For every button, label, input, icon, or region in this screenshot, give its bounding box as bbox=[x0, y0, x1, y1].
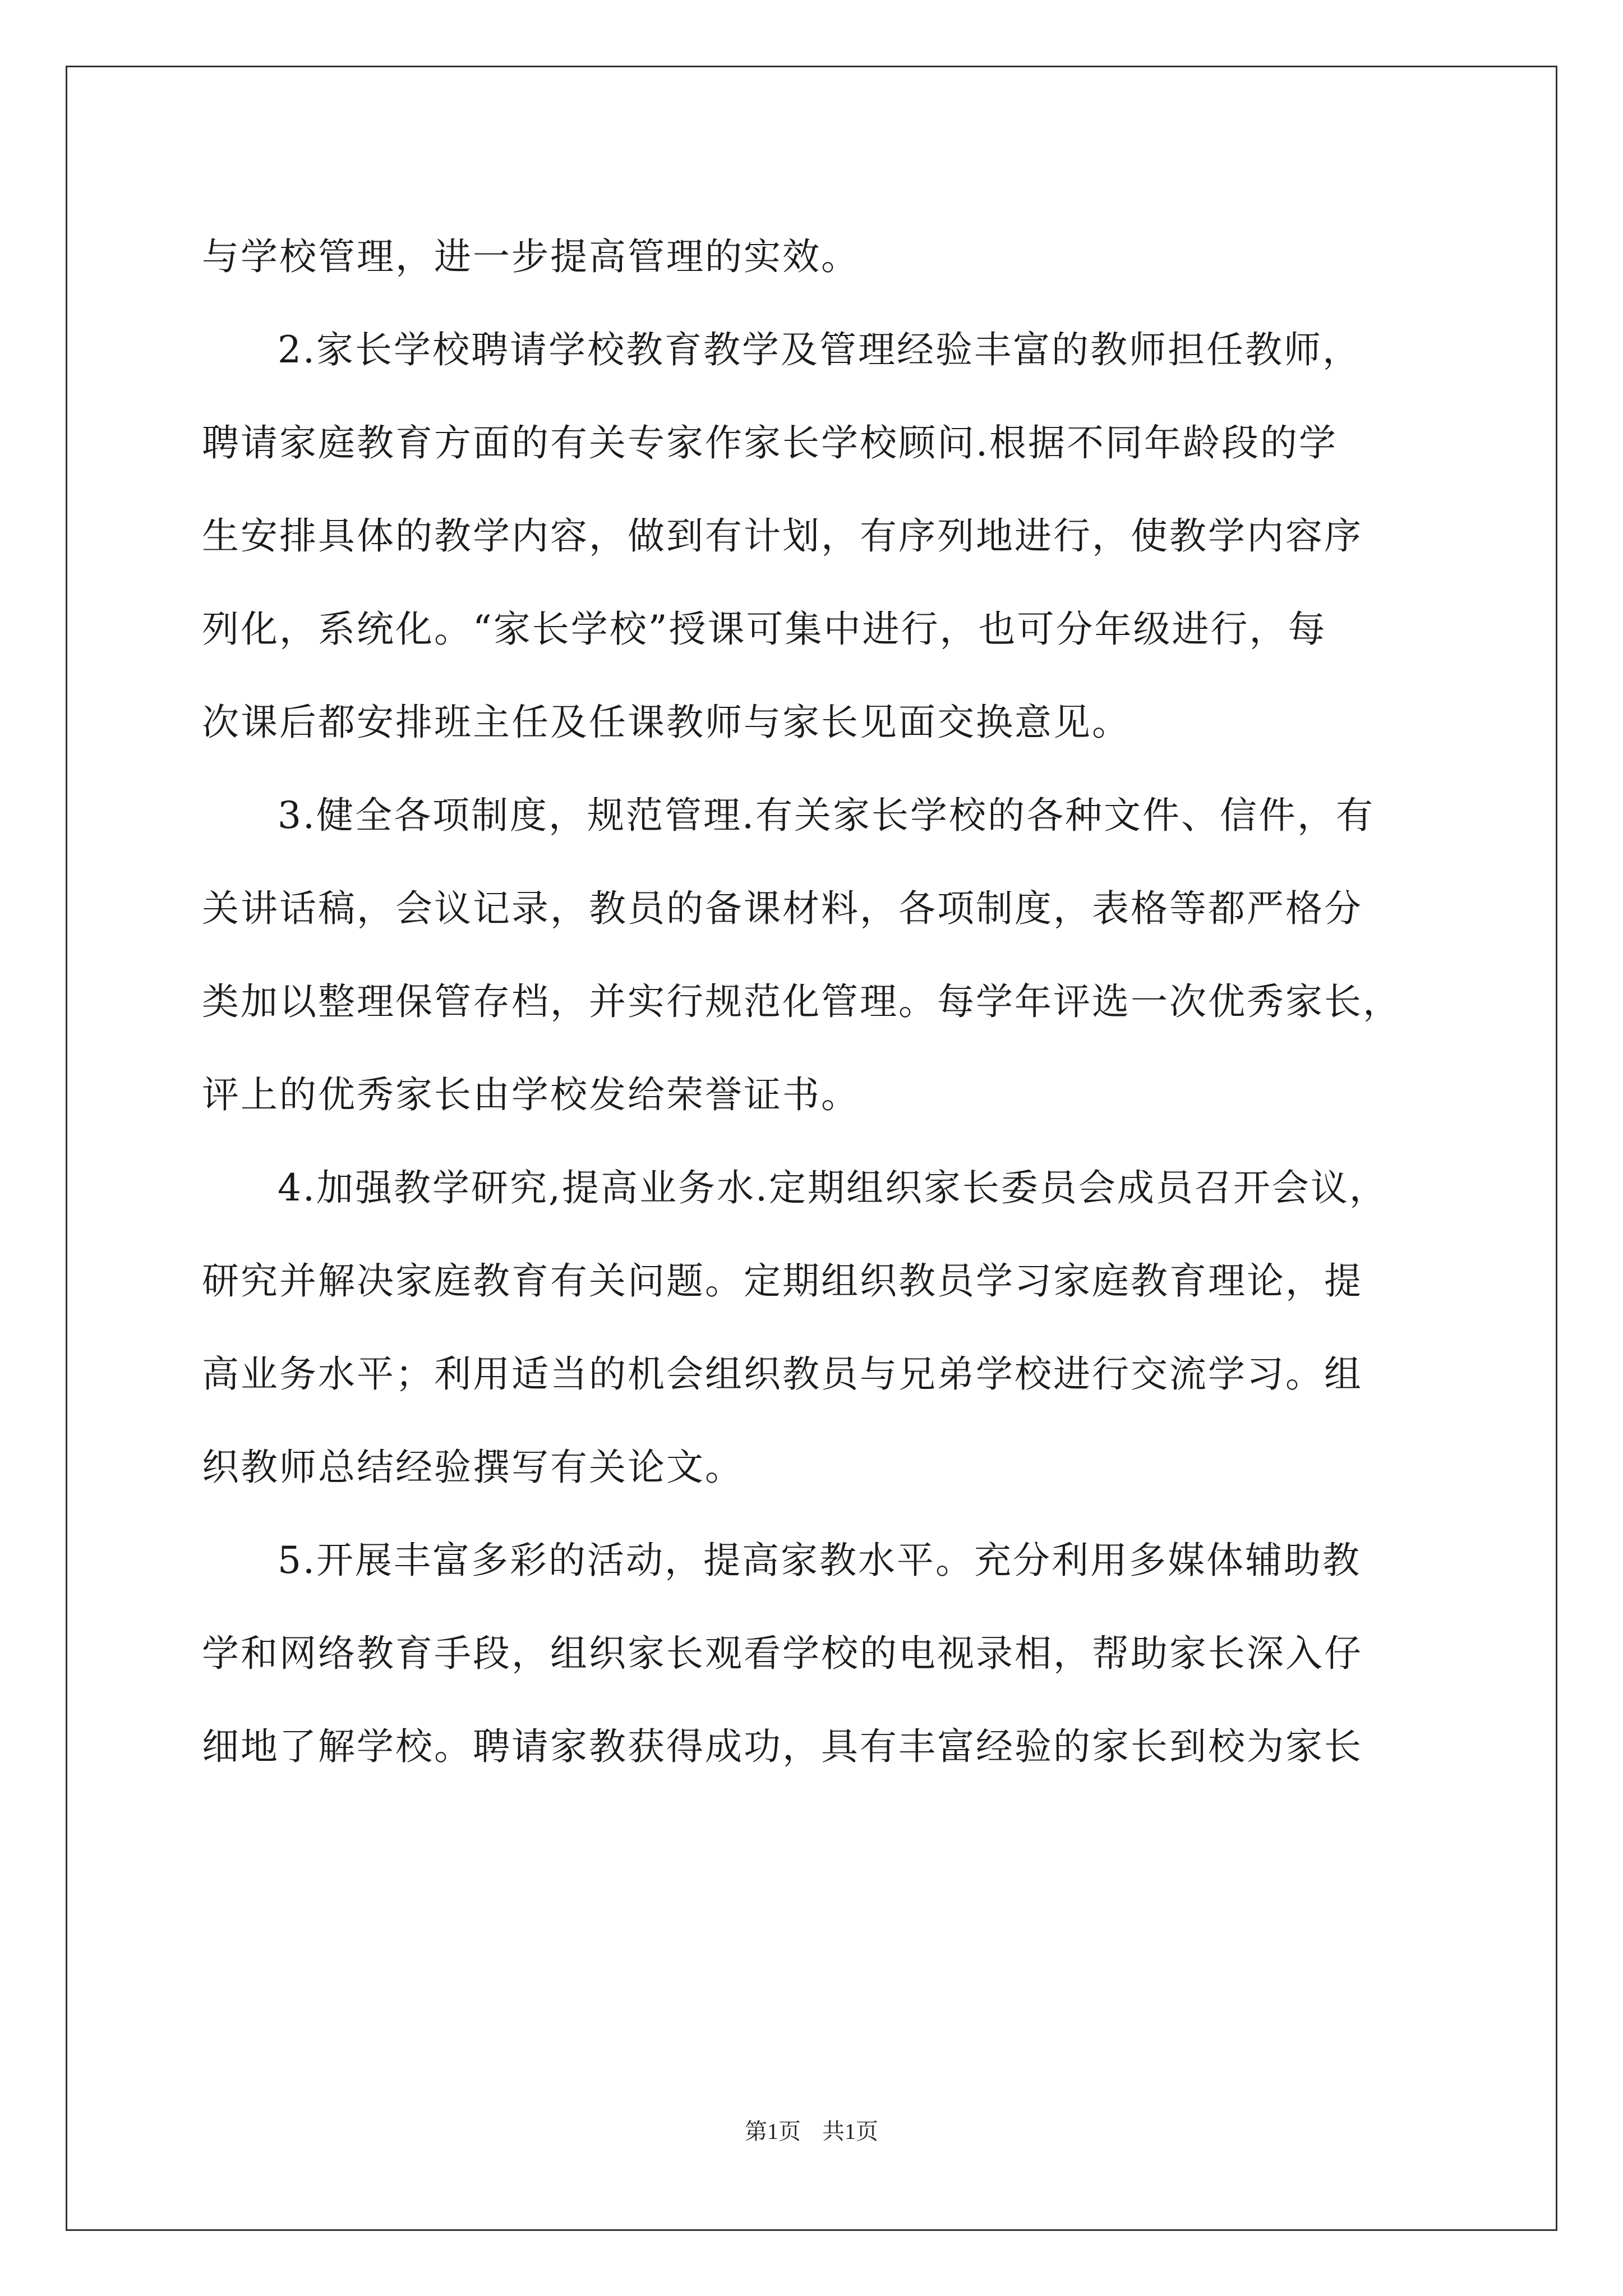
paragraph-4-start: 4.加强教学研究,提高业务水.定期组织家长委员会成员召开会议， bbox=[278, 1166, 1388, 1209]
text-line: 聘请家庭教育方面的有关专家作家长学校顾问.根据不同年龄段的学 bbox=[202, 421, 1338, 464]
text-line: 生安排具体的教学内容，做到有计划，有序列地进行，使教学内容序 bbox=[202, 514, 1363, 558]
text-line: 细地了解学校。聘请家教获得成功，具有丰富经验的家长到校为家长 bbox=[202, 1725, 1363, 1768]
page-number: 第1页 bbox=[745, 2119, 801, 2144]
text-line: 次课后都安排班主任及任课教师与家长见面交换意见。 bbox=[202, 701, 1131, 744]
text-line: 与学校管理，进一步提高管理的实效。 bbox=[202, 235, 860, 278]
paragraph-3-start: 3.健全各项制度，规范管理.有关家长学校的各种文件、信件，有 bbox=[278, 794, 1375, 837]
text-line: 研究并解决家庭教育有关问题。定期组织教员学习家庭教育理论，提 bbox=[202, 1259, 1363, 1303]
text-line: 学和网络教育手段，组织家长观看学校的电视录相，帮助家长深入仔 bbox=[202, 1632, 1363, 1675]
text-line: 织教师总结经验撰写有关论文。 bbox=[202, 1446, 744, 1489]
paragraph-5-start: 5.开展丰富多彩的活动，提高家教水平。充分利用多媒体辅助教 bbox=[278, 1539, 1361, 1582]
paragraph-2-start: 2.家长学校聘请学校教育教学及管理经验丰富的教师担任教师， bbox=[278, 328, 1361, 371]
page-total: 共1页 bbox=[822, 2119, 878, 2144]
text-line: 高业务水平；利用适当的机会组织教员与兄弟学校进行交流学习。组 bbox=[202, 1352, 1363, 1396]
page-footer bbox=[0, 2114, 1623, 2146]
text-line: 关讲话稿，会议记录，教员的备课材料，各项制度，表格等都严格分 bbox=[202, 887, 1363, 930]
text-line: 类加以整理保管存档，并实行规范化管理。每学年评选一次优秀家长， bbox=[202, 980, 1401, 1023]
text-line: 评上的优秀家长由学校发给荣誉证书。 bbox=[202, 1073, 860, 1116]
text-line: 列化，系统化。“家长学校”授课可集中进行，也可分年级进行，每 bbox=[202, 608, 1327, 651]
document-body bbox=[202, 210, 1430, 1793]
